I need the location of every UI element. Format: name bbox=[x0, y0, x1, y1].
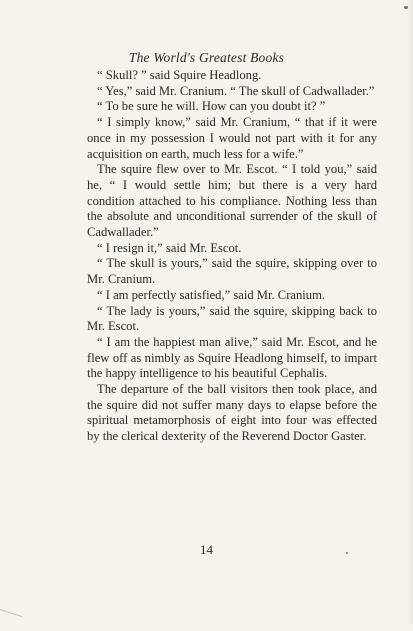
page-number: 14 bbox=[200, 542, 213, 557]
paragraph: “ Yes,” said Mr. Cranium. “ The skull of Cadwallader.” bbox=[97, 83, 375, 98]
paragraph: “ I resign it,” said Mr. Escot. bbox=[97, 240, 242, 255]
paragraph: “ To be sure he will. How can you doubt it? ” bbox=[97, 99, 326, 114]
paragraph: The departure of the ball visitors then took place, and the squire did not suffer many days to elapse before the spiritual metamorphosis of eight into four was effected by the clerical dexterity of the Reverend Doctor Gaster. bbox=[87, 382, 377, 444]
body-text bbox=[87, 68, 377, 445]
page-edge-shadow bbox=[407, 0, 413, 624]
page-corner-mark bbox=[0, 609, 22, 631]
paragraph: “ The lady is yours,” said the squire, skipping back to Mr. Escot. bbox=[87, 303, 377, 334]
paragraph: “ The skull is yours,” said the squire, skipping over to Mr. Cranium. bbox=[87, 256, 377, 287]
paragraph: “ Skull? ” said Squire Headlong. bbox=[97, 68, 262, 82]
print-speck bbox=[404, 6, 408, 9]
paragraph: “ I am the happiest man alive,” said Mr. Escot, and he flew off as nimbly as Squire Headlong himself, to impart the happy intelligence to his beautiful Cephalis. bbox=[87, 334, 377, 381]
paragraph: “ I am perfectly satisfied,” said Mr. Cranium. bbox=[97, 287, 326, 302]
paragraph: The squire flew over to Mr. Escot. “ I told you,” said he, “ I would settle him; but there is a very hard condition attached to his compliance. Nothing less than the absolute and unconditional surrender of the skull of Cadwallader.” bbox=[87, 162, 377, 240]
running-header: The World's Greatest Books bbox=[128, 50, 285, 65]
paragraph: “ I simply know,” said Mr. Cranium, “ that if it were once in my possession I would not part with it for any acquisition on earth, much less for a wife.” bbox=[87, 115, 377, 161]
